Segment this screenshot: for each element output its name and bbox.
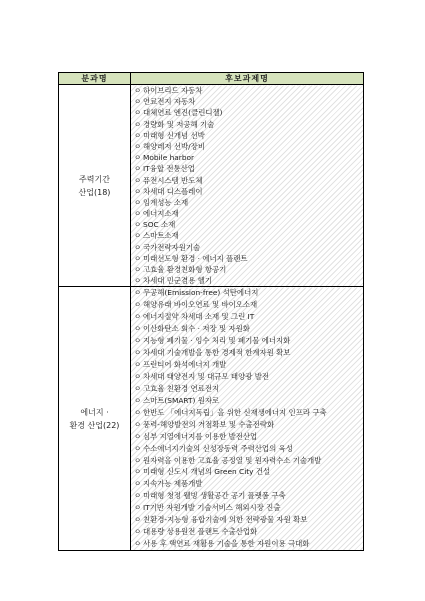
list-item xyxy=(134,96,363,107)
project-title: 차세대 기술개발을 통한 경제적 한계자원 확보 xyxy=(143,348,291,358)
table-row xyxy=(59,287,364,551)
list-item xyxy=(134,466,363,478)
bullet-mark: ㅇ xyxy=(134,336,142,346)
list-item xyxy=(134,242,363,253)
project-title: 차세대 민군겸용 헬기 xyxy=(143,276,212,286)
list-item xyxy=(134,208,363,219)
project-title: 풍력-해양발전의 거점확보 및 수출전략화 xyxy=(143,419,275,429)
bullet-mark: ㅇ xyxy=(134,119,142,129)
bullet-mark: ㅇ xyxy=(134,108,142,118)
division-cell-energy-environment xyxy=(59,287,131,551)
list-item xyxy=(134,395,363,407)
header-division: 분과명 xyxy=(59,73,131,85)
bullet-mark: ㅇ xyxy=(134,186,142,196)
list-item xyxy=(134,287,363,299)
bullet-mark: ㅇ xyxy=(134,455,142,465)
project-title: 미래형 신도시 개념의 Green City 건설 xyxy=(143,467,271,477)
list-item xyxy=(134,163,363,174)
project-title: 스마트소재 xyxy=(143,231,179,241)
list-item xyxy=(134,502,363,514)
project-title: 사용 후 핵연료 재활용 기술을 통한 자원이용 극대화 xyxy=(143,539,310,549)
bullet-mark: ㅇ xyxy=(134,141,142,151)
bullet-mark: ㅇ xyxy=(134,197,142,207)
bullet-mark: ㅇ xyxy=(134,300,142,310)
bullet-mark: ㅇ xyxy=(134,443,142,453)
list-item xyxy=(134,152,363,163)
project-title: 경량화 및 저공해 기술 xyxy=(143,119,215,129)
project-title: 대체연료 엔진(클린디젤) xyxy=(143,108,223,118)
list-item xyxy=(134,141,363,152)
project-title: SOC 소재 xyxy=(143,220,176,230)
list-item xyxy=(134,119,363,130)
list-item xyxy=(134,264,363,275)
project-title: 차세대 디스플레이 xyxy=(143,186,203,196)
list-item xyxy=(134,455,363,467)
project-title: 해양유래 바이오연료 및 바이오소재 xyxy=(143,300,258,310)
bullet-mark: ㅇ xyxy=(134,312,142,322)
project-title: 고효율 환경친화형 항공기 xyxy=(143,265,227,274)
list-item xyxy=(134,419,363,431)
project-title: 에너지절약 차세대 소재 및 그린 IT xyxy=(143,312,255,322)
project-title: IT융합 전통산업 xyxy=(143,164,195,174)
bullet-mark: ㅇ xyxy=(134,527,142,537)
bullet-mark: ㅇ xyxy=(134,164,142,174)
bullet-mark: ㅇ xyxy=(134,515,142,525)
list-item xyxy=(134,85,363,96)
project-title: IT기반 자원개발 기술서비스 해외시장 진출 xyxy=(143,503,281,513)
division-cell-core-industry xyxy=(59,85,131,287)
bullet-mark: ㅇ xyxy=(134,383,142,393)
project-title: 연료전지 자동차 xyxy=(143,97,196,107)
project-title: 무공해(Emission-free) 석탄에너지 xyxy=(143,288,259,298)
list-item xyxy=(134,323,363,335)
project-title: 해양레저 선박/장비 xyxy=(143,141,205,151)
project-title: 차세대 태양전지 및 대규모 태양광 발전 xyxy=(143,371,269,381)
project-title: 고효율 친환경 연료전지 xyxy=(143,383,220,393)
list-item xyxy=(134,311,363,323)
bullet-mark: ㅇ xyxy=(134,431,142,441)
bullet-mark: ㅇ xyxy=(134,130,142,140)
bullet-mark: ㅇ xyxy=(134,407,142,417)
list-item xyxy=(134,490,363,502)
bullet-mark: ㅇ xyxy=(134,220,142,230)
bullet-mark: ㅇ xyxy=(134,265,142,274)
list-item xyxy=(134,219,363,230)
table-header-row xyxy=(59,73,364,85)
division-name: 에너지 · xyxy=(80,407,109,417)
project-list-cell xyxy=(131,287,364,551)
project-title: 미래형 청정 웰빙 생활공간 공기 플랫폼 구축 xyxy=(143,491,286,501)
list-item xyxy=(134,359,363,371)
list-item xyxy=(134,107,363,118)
project-title: 심부 지열에너지를 이용한 발전산업 xyxy=(143,431,258,441)
list-item xyxy=(134,175,363,186)
bullet-mark: ㅇ xyxy=(134,231,142,241)
list-item xyxy=(134,275,363,286)
list-item xyxy=(134,186,363,197)
bullet-mark: ㅇ xyxy=(134,175,142,185)
list-item xyxy=(134,230,363,241)
project-title: 미래선도형 환경 · 에너지 플랜트 xyxy=(143,253,248,263)
project-title: 한반도 「에너지독립」을 위한 신재생에너지 인프라 구축 xyxy=(143,407,327,417)
project-list xyxy=(131,287,363,550)
list-item xyxy=(134,253,363,264)
project-title: 국가전략자원기술 xyxy=(143,242,201,252)
list-item xyxy=(134,443,363,455)
project-title: 수소에너지기술의 신성장동력 주력산업의 육성 xyxy=(143,443,293,453)
project-title: 미래형 신개념 선박 xyxy=(143,130,205,140)
project-title: Mobile harbor xyxy=(143,153,195,163)
project-title: 퓨전시스템 반도체 xyxy=(143,175,203,185)
bullet-mark: ㅇ xyxy=(134,242,142,252)
bullet-mark: ㅇ xyxy=(134,209,142,219)
bullet-mark: ㅇ xyxy=(134,467,142,477)
project-list xyxy=(131,85,363,286)
bullet-mark: ㅇ xyxy=(134,324,142,334)
project-title: 스마트(SMART) 원자로 xyxy=(143,395,220,405)
project-title: 친환경-지능형 융합기술에 의한 전략광물 자원 확보 xyxy=(143,515,308,525)
bullet-mark: ㅇ xyxy=(134,371,142,381)
list-item xyxy=(134,538,363,550)
bullet-mark: ㅇ xyxy=(134,360,142,369)
division-name: 주력기간 xyxy=(79,174,110,184)
list-item xyxy=(134,431,363,443)
bullet-mark: ㅇ xyxy=(134,395,142,405)
bullet-mark: ㅇ xyxy=(134,86,142,95)
list-item xyxy=(134,335,363,347)
project-title: 하이브리드 자동차 xyxy=(143,86,203,95)
bullet-mark: ㅇ xyxy=(134,348,142,358)
project-title: 대용량 상용원전 플랜트 수출산업화 xyxy=(143,527,258,537)
list-item xyxy=(134,130,363,141)
division-count: 환경 산업(22) xyxy=(69,420,120,430)
list-item xyxy=(134,197,363,208)
project-table xyxy=(58,72,364,551)
bullet-mark: ㅇ xyxy=(134,419,142,429)
list-item xyxy=(134,514,363,526)
bullet-mark: ㅇ xyxy=(134,153,142,163)
list-item xyxy=(134,347,363,359)
project-title: 원자력을 이용한 고효율 공정열 및 원자력수소 기술개발 xyxy=(143,455,322,465)
bullet-mark: ㅇ xyxy=(134,97,142,107)
project-title: 지능형 폐기물 · 잉수 처리 및 폐기물 에너지화 xyxy=(143,336,291,346)
project-title: 임계성능 소재 xyxy=(143,197,189,207)
list-item xyxy=(134,371,363,383)
project-title: 지속가능 제품개발 xyxy=(143,479,203,489)
list-item xyxy=(134,299,363,311)
bullet-mark: ㅇ xyxy=(134,503,142,513)
bullet-mark: ㅇ xyxy=(134,288,142,298)
list-item xyxy=(134,526,363,538)
bullet-mark: ㅇ xyxy=(134,479,142,489)
bullet-mark: ㅇ xyxy=(134,253,142,263)
header-candidate-project: 후보과제명 xyxy=(131,73,364,85)
project-title: 프런티어 화석에너지 개발 xyxy=(143,360,227,369)
project-title: 이산화탄소 회수 · 저장 및 자원화 xyxy=(143,324,250,334)
project-list-cell xyxy=(131,85,364,287)
project-title: 에너지소재 xyxy=(143,209,179,219)
list-item xyxy=(134,383,363,395)
table-row xyxy=(59,85,364,287)
bullet-mark: ㅇ xyxy=(134,539,142,549)
list-item xyxy=(134,478,363,490)
list-item xyxy=(134,407,363,419)
bullet-mark: ㅇ xyxy=(134,276,142,286)
division-count: 산업(18) xyxy=(78,187,111,197)
bullet-mark: ㅇ xyxy=(134,491,142,501)
